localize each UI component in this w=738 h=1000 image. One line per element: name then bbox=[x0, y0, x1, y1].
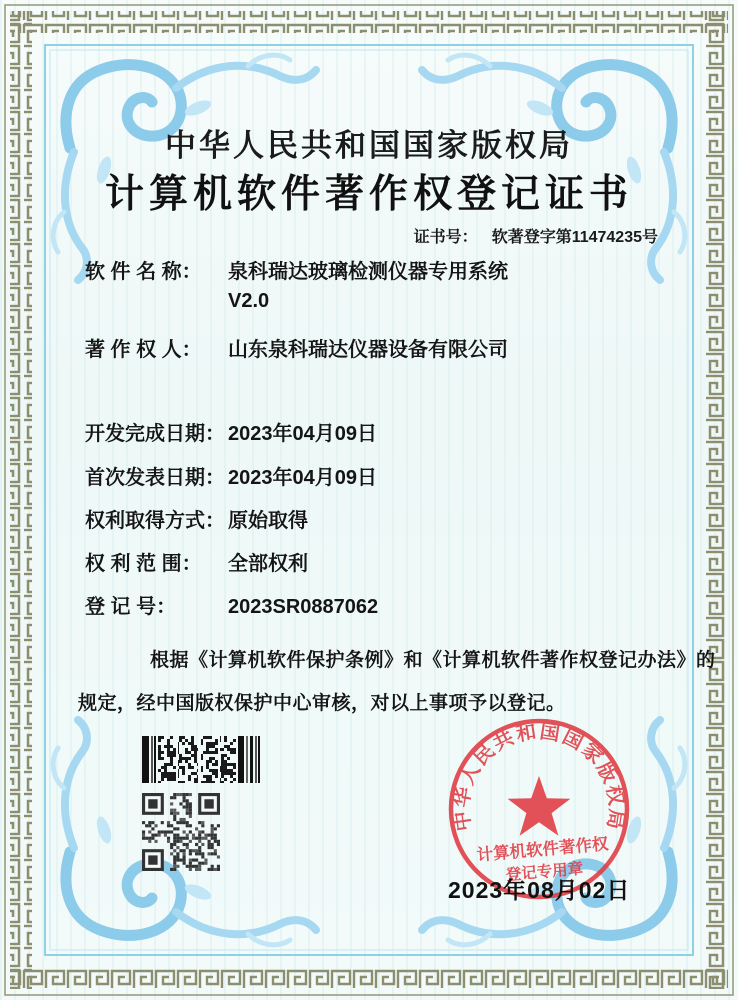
seal-inner-text-1: 计算机软件著作权 bbox=[476, 835, 610, 865]
field-label: 登 记 号： bbox=[85, 596, 177, 618]
field-label: 软 件 名 称： bbox=[85, 261, 202, 283]
field-label: 著 作 权 人： bbox=[85, 339, 202, 361]
field-label: 权 利 范 围： bbox=[85, 553, 202, 575]
star-icon bbox=[508, 776, 571, 836]
certificate-number-label: 证书号： bbox=[413, 229, 478, 246]
field-value: 2023年04月09日 bbox=[228, 423, 377, 445]
field-label: 权利取得方式： bbox=[85, 510, 225, 532]
field-copyright-owner bbox=[85, 336, 508, 365]
authority-title: 中华人民共和国国家版权局 bbox=[165, 128, 573, 163]
certificate-number bbox=[414, 224, 658, 247]
statement-line-1: 根据《计算机软件保护条例》和《计算机软件著作权登记办法》的 bbox=[150, 650, 716, 671]
greek-key-border-top bbox=[10, 11, 728, 33]
field-rights-acquisition bbox=[85, 507, 308, 536]
field-value bbox=[228, 258, 508, 316]
software-name: 泉科瑞达玻璃检测仪器专用系统 bbox=[228, 261, 508, 283]
statement-line-2: 规定，经中国版权保护中心审核，对以上事项予以登记。 bbox=[78, 693, 566, 714]
field-label: 首次发表日期： bbox=[85, 467, 225, 489]
seal-ring-text: 中华人民共和国国家版权局 bbox=[450, 720, 628, 833]
software-version: V2.0 bbox=[228, 290, 270, 312]
field-value: 2023年04月09日 bbox=[228, 467, 377, 489]
field-value: 2023SR0887062 bbox=[228, 596, 379, 618]
greek-key-border-bottom bbox=[10, 967, 728, 989]
field-value: 原始取得 bbox=[228, 510, 308, 532]
field-label: 开发完成日期： bbox=[85, 423, 225, 445]
issue-date: 2023年08月02日 bbox=[448, 877, 631, 903]
field-value: 山东泉科瑞达仪器设备有限公司 bbox=[228, 339, 508, 361]
field-dev-complete-date bbox=[85, 420, 377, 449]
field-value: 全部权利 bbox=[228, 553, 308, 575]
qr-code-image bbox=[142, 793, 220, 871]
field-rights-scope bbox=[85, 550, 308, 579]
field-first-publish-date bbox=[85, 464, 377, 493]
certificate-title: 计算机软件著作权登记证书 bbox=[104, 173, 633, 216]
barcode-image bbox=[142, 736, 260, 783]
seal-inner-text-2: 登记专用章 bbox=[505, 860, 584, 885]
certificate-number-value: 软著登字第11474235号 bbox=[491, 229, 658, 246]
field-software-name bbox=[85, 258, 508, 316]
field-registration-number bbox=[85, 593, 378, 622]
